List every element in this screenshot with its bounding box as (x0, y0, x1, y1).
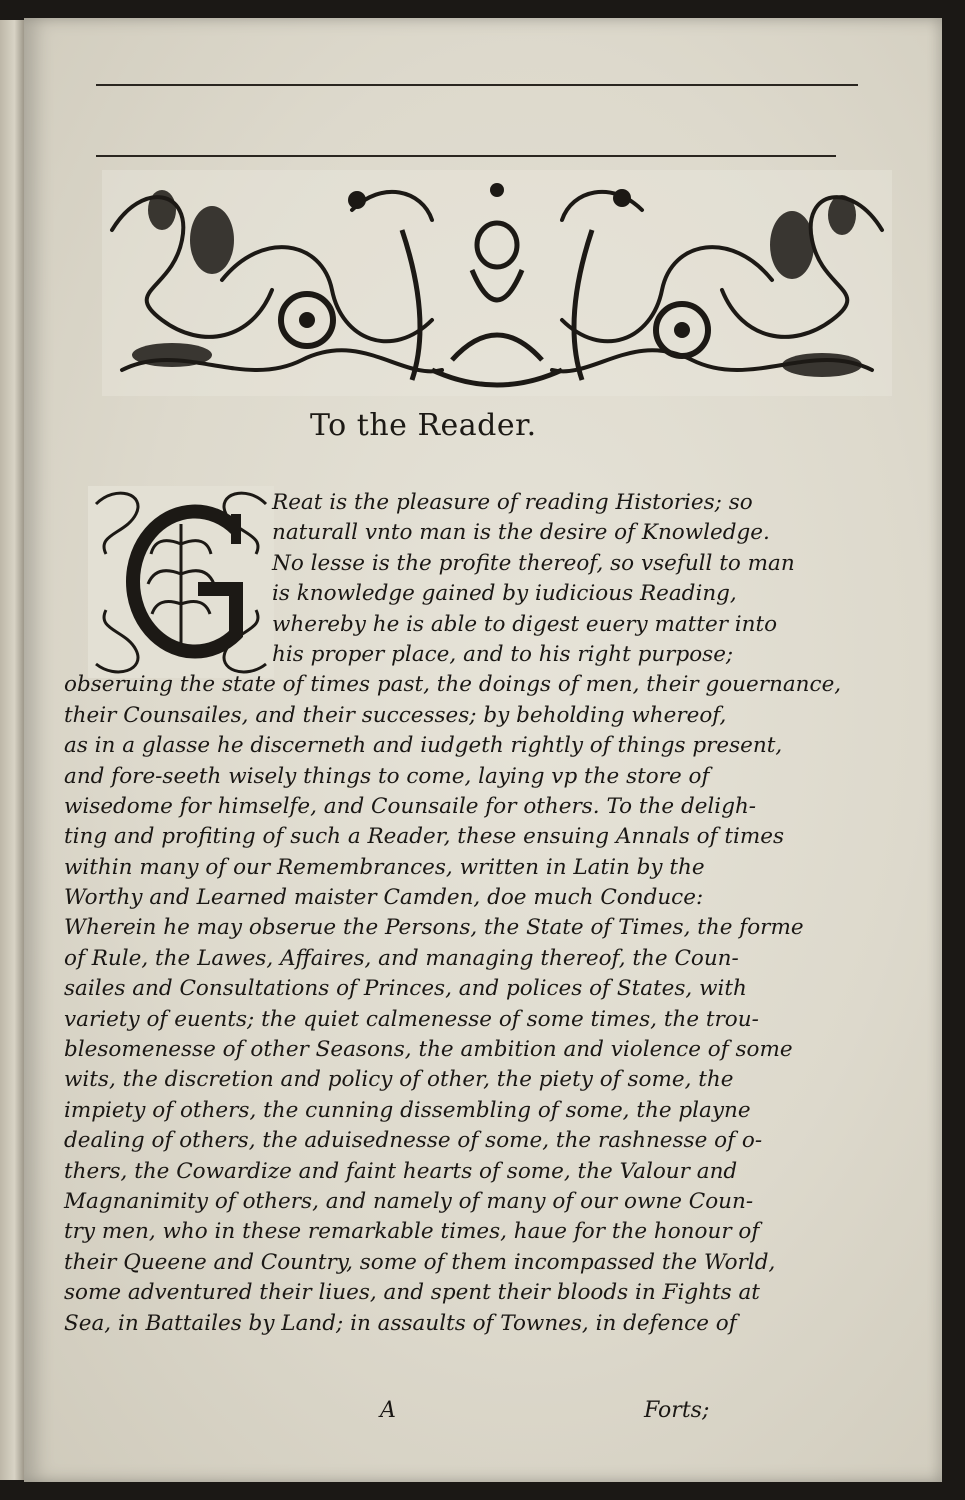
catchword: Forts; (644, 1398, 710, 1423)
text-line: naturall vnto man is the desire of Knowledge. (272, 520, 770, 546)
text-line: variety of euents; the quiet calmenesse of some times, the trou- (64, 1006, 759, 1032)
text-line: Worthy and Learned maister Camden, doe much Conduce: (64, 885, 704, 911)
left-page-edge (0, 20, 24, 1480)
text-line: blesomenesse of other Seasons, the ambition and violence of some (64, 1037, 793, 1063)
text-line: Magnanimity of others, and namely of many of our owne Coun- (64, 1188, 754, 1214)
text-line: Reat is the pleasure of reading Histories; so (272, 490, 753, 515)
text-line: of Rule, the Lawes, Affaires, and managing thereof, the Coun- (64, 945, 739, 971)
signature-mark: A (380, 1398, 396, 1423)
text-line: No lesse is the profite thereof, so vsefull to man (272, 550, 795, 576)
text-line: Sea, in Battailes by Land; in assaults of Townes, in defence of (64, 1310, 737, 1336)
text-line: is knowledge gained by iudicious Reading, (272, 581, 737, 607)
text-line: ting and profiting of such a Reader, these ensuing Annals of times (64, 824, 785, 850)
text-line: try men, who in these remarkable times, haue for the honour of (64, 1219, 760, 1245)
text-line: his proper place, and to his right purpose; (272, 641, 734, 667)
text-line: wisedome for himselfe, and Counsaile for others. To the deligh- (64, 793, 757, 819)
text-line: thers, the Cowardize and faint hearts of some, the Valour and (64, 1158, 738, 1184)
text-line: obseruing the state of times past, the doings of men, their gouernance, (64, 672, 842, 698)
header-rule-top (96, 84, 858, 86)
text-line: their Queene and Country, some of them incompassed the World, (64, 1249, 776, 1275)
text-line: some adventured their liues, and spent their bloods in Fights at (64, 1280, 760, 1306)
text-line: within many of our Remembrances, written in Latin by the (64, 854, 705, 880)
woodcut-headpiece-ornament (102, 170, 892, 396)
text-line: as in a glasse he discerneth and iudgeth rightly of things present, (64, 733, 783, 759)
text-line: sailes and Consultations of Princes, and polices of States, with (64, 976, 747, 1002)
text-line: and fore-seeth wisely things to come, laying vp the store of (64, 763, 710, 789)
text-line: impiety of others, the cunning dissembling of some, the playne (64, 1097, 751, 1123)
text-line: dealing of others, the aduisednesse of some, the rashnesse of o- (64, 1128, 763, 1154)
page-title: To the Reader. (310, 408, 537, 443)
book-page (24, 18, 942, 1482)
text-line: wits, the discretion and policy of other, the piety of some, the (64, 1067, 734, 1093)
header-rule-bottom (96, 155, 836, 157)
reader-address-body (64, 488, 842, 1339)
text-line: their Counsailes, and their successes; by beholding whereof, (64, 702, 727, 728)
text-line: Wherein he may obserue the Persons, the State of Times, the forme (64, 915, 804, 941)
text-line: whereby he is able to digest euery matter into (272, 611, 778, 637)
